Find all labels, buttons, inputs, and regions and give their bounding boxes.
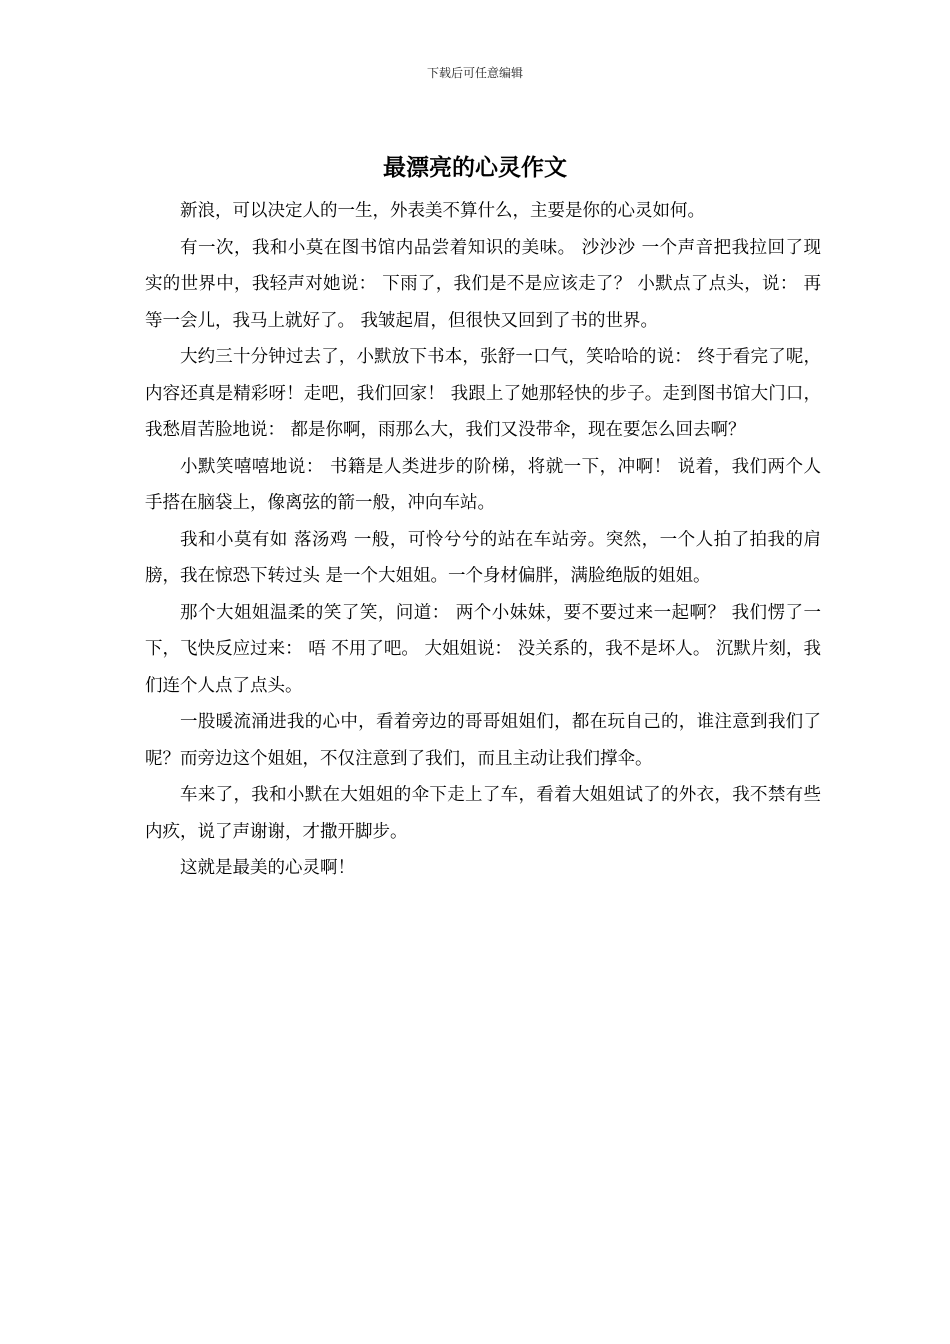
document-body xyxy=(145,193,821,887)
paragraph: 这就是最美的心灵啊！ xyxy=(180,858,355,878)
paragraph: 一股暖流涌进我的心中，看着旁边的哥哥姐姐们，都在玩自己的，谁注意到我们了呢？而旁边这个姐姐，不仅注意到了我们，而且主动让我们撑伞。 xyxy=(145,712,821,769)
header-note: 下载后可任意编辑 xyxy=(426,66,523,80)
paragraph: 我和小莫有如 落汤鸡 一般，可怜兮兮的站在车站旁。突然，一个人拍了拍我的肩膀，我在惊恐下转过头 是一个大姐姐。一个身材偏胖，满脸绝版的姐姐。 xyxy=(145,529,821,586)
paragraph: 那个大姐姐温柔的笑了笑，问道： 两个小妹妹，要不要过来一起啊？ 我们愣了一下，飞快反应过来： 唔 不用了吧。 大姐姐说： 没关系的，我不是坏人。 沉默片刻，我们连个人点了点头。 xyxy=(145,602,821,696)
paragraph: 新浪，可以决定人的一生，外表美不算什么，主要是你的心灵如何。 xyxy=(180,201,705,221)
paragraph: 小默笑嘻嘻地说： 书籍是人类进步的阶梯，将就一下，冲啊！ 说着，我们两个人手搭在脑袋上，像离弦的箭一般，冲向车站。 xyxy=(145,456,821,513)
paragraph: 车来了，我和小默在大姐姐的伞下走上了车，看着大姐姐试了的外衣，我不禁有些内疚，说了声谢谢，才撒开脚步。 xyxy=(145,785,821,842)
paragraph: 大约三十分钟过去了，小默放下书本，张舒一口气，笑哈哈的说： 终于看完了呢，内容还真是精彩呀！走吧，我们回家！ 我跟上了她那轻快的步子。走到图书馆大门口，我愁眉苦脸地说： 都是你啊，雨那么大，我们又没带伞，现在要怎么回去啊？ xyxy=(145,347,821,440)
document-title: 最漂亮的心灵作文 xyxy=(383,154,567,181)
paragraph: 有一次，我和小莫在图书馆内品尝着知识的美味。 沙沙沙 一个声音把我拉回了现实的世界中，我轻声对她说： 下雨了，我们是不是应该走了？ 小默点了点头，说： 再等一会儿，我马上就好了。 我皱起眉，但很快又回到了书的世界。 xyxy=(145,237,821,331)
